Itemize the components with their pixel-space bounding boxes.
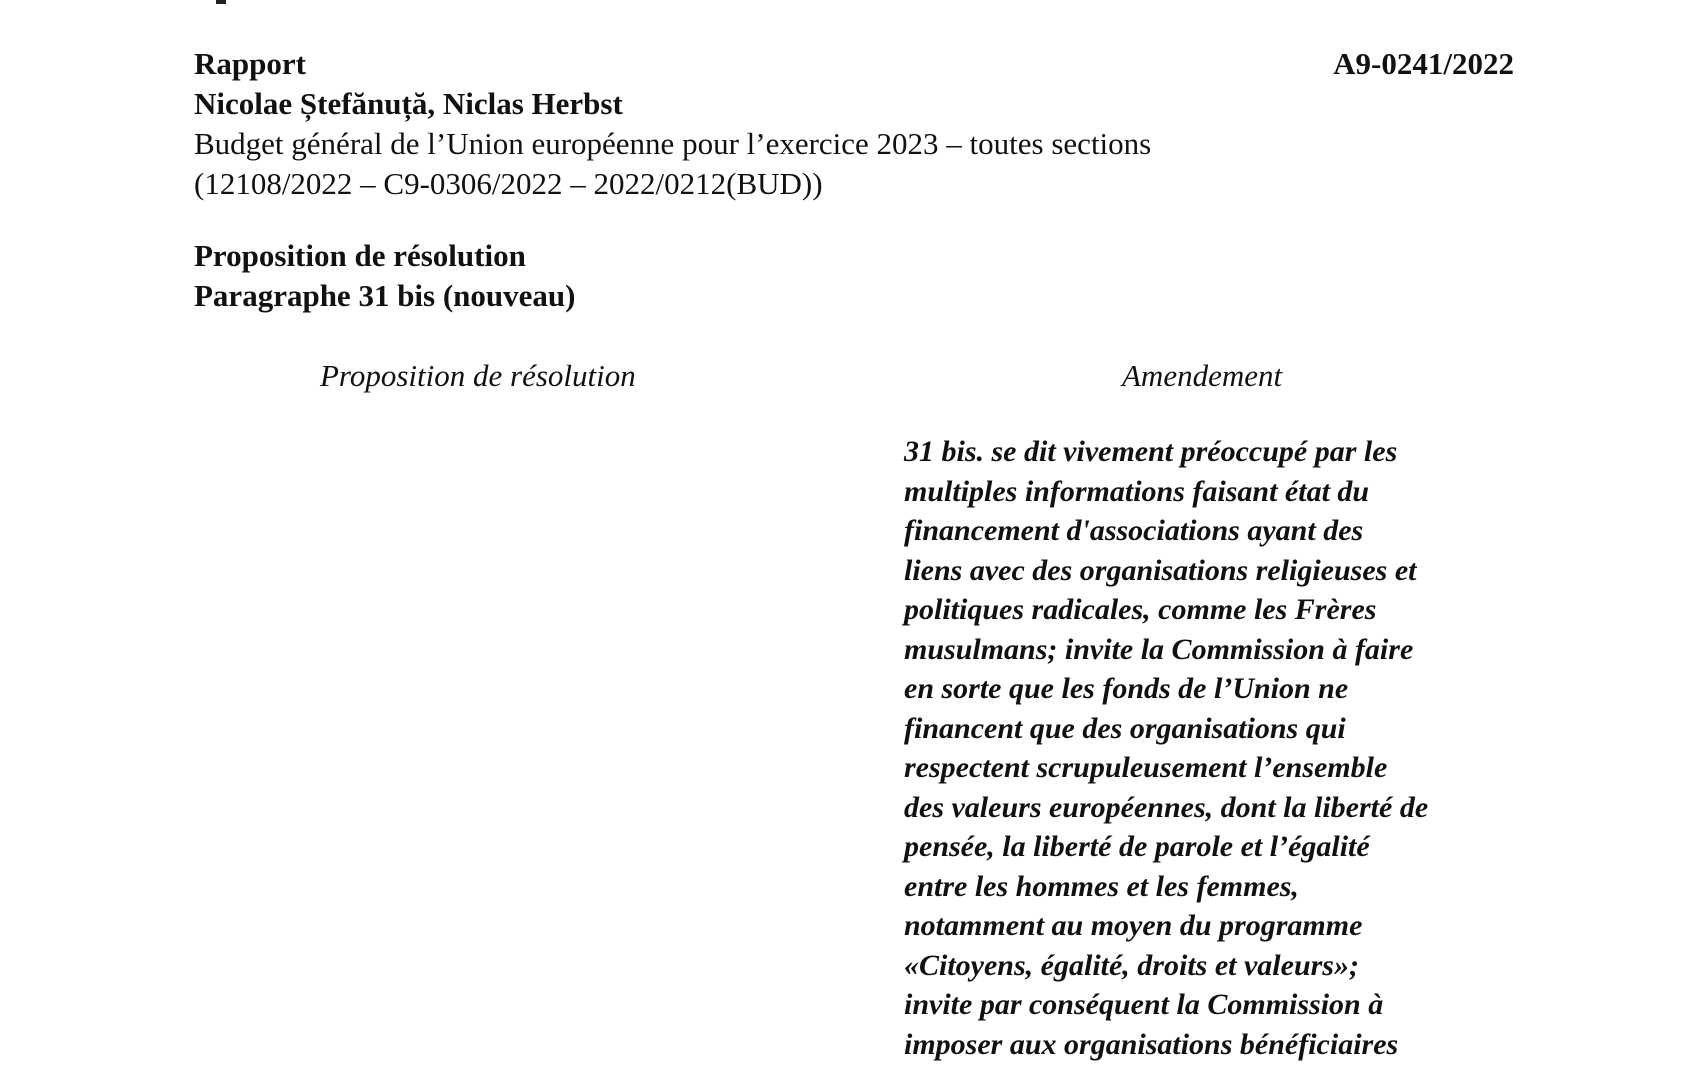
amendment-line: invite par conséquent la Commission à (904, 988, 1384, 1021)
amendment-line: des valeurs européennes, dont la liberté de (904, 790, 1429, 824)
target-paragraph: Paragraphe 31 bis (nouveau) (194, 278, 576, 313)
amendment-line: respectent scrupuleusement l’ensemble (904, 751, 1388, 784)
target-document: Proposition de résolution (194, 238, 526, 273)
amendment-line: en sorte que les fonds de l’Union ne (904, 672, 1349, 705)
report-reference: A9-0241/2022 (1333, 46, 1514, 81)
amendment-line: entre les hommes et les femmes, (904, 869, 1299, 903)
procedure-reference: (12108/2022 – C9-0306/2022 – 2022/0212(BUD)) (194, 166, 823, 201)
rapporteurs: Nicolae Ștefănuță, Niclas Herbst (194, 86, 623, 121)
amendment-line: multiples informations faisant état du (904, 474, 1370, 508)
report-subject: Budget général de l’Union européenne pour l’exercice 2023 – toutes sections (194, 126, 1152, 161)
amendment-line: 31 bis. se dit vivement préoccupé par les (904, 435, 1398, 468)
amendment-line: financent que des organisations qui (904, 711, 1346, 745)
amendment-line: liens avec des organisations religieuses et (904, 553, 1417, 587)
amendment-table-header (0, 358, 1700, 398)
report-title-row (194, 44, 1524, 84)
amendment-line: financement d'associations ayant des (904, 514, 1364, 547)
amendment-line: notamment au moyen du programme (904, 909, 1363, 942)
report-label: Rapport (194, 46, 306, 81)
column-header-original: Proposition de résolution (320, 358, 636, 393)
amendment-line: imposer aux organisations bénéficiaires (904, 1027, 1399, 1061)
amendment-line: «Citoyens, égalité, droits et valeurs»; (904, 948, 1359, 982)
column-header-amendment: Amendement (1122, 358, 1283, 393)
amendment-line: politiques radicales, comme les Frères (904, 593, 1377, 626)
amendment-body (904, 432, 1544, 1064)
amendment-line: pensée, la liberté de parole et l’égalité (904, 830, 1370, 863)
amendment-line: musulmans; invite la Commission à faire (904, 632, 1414, 666)
top-edge-mark (216, 0, 226, 4)
amendment-target (194, 236, 576, 316)
report-header (194, 44, 1524, 204)
